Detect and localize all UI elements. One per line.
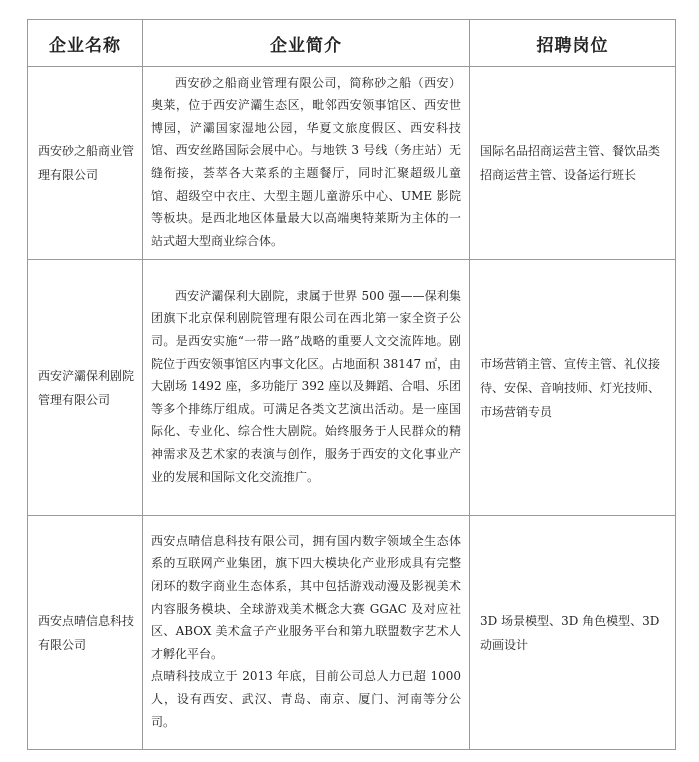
company-name-cell: 西安砂之船商业管理有限公司 bbox=[28, 67, 143, 260]
table-row bbox=[28, 67, 676, 260]
header-company-name: 企业名称 bbox=[28, 20, 143, 67]
positions-cell: 市场营销主管、宣传主管、礼仪接待、安保、音响技师、灯光技师、市场营销专员 bbox=[470, 260, 676, 516]
table-header-row bbox=[28, 20, 676, 67]
intro-paragraph: 点晴科技成立于 2013 年底，目前公司总人力已超 1000 人，设有西安、武汉、青岛、南京、厦门、河南等分公司。 bbox=[151, 669, 461, 729]
company-intro-cell bbox=[143, 516, 470, 750]
header-company-intro: 企业简介 bbox=[143, 20, 470, 67]
company-name-cell: 西安浐灞保利剧院管理有限公司 bbox=[28, 260, 143, 516]
positions-cell: 国际名品招商运营主管、餐饮品类招商运营主管、设备运行班长 bbox=[470, 67, 676, 260]
company-name-cell: 西安点晴信息科技有限公司 bbox=[28, 516, 143, 750]
company-intro-cell bbox=[143, 260, 470, 516]
company-intro-cell bbox=[143, 67, 470, 260]
header-positions: 招聘岗位 bbox=[470, 20, 676, 67]
table-row bbox=[28, 260, 676, 516]
intro-paragraph: 西安点晴信息科技有限公司，拥有国内数字领域全生态体系的互联网产业集团，旗下四大模块化产业形成具有完整闭环的数字商业生态体系，其中包括游戏动漫及影视美术内容服务模块、全球游戏美术概念大赛 GGAC 及对应社区、ABOX 美术盒子产业服务平台和第九联盟数字艺术人才孵化平台。 bbox=[151, 533, 461, 661]
intro-paragraph: 西安砂之船商业管理有限公司，简称砂之船（西安）奥莱，位于西安浐灞生态区，毗邻西安领事馆区、西安世博园，浐灞国家湿地公园，华夏文旅度假区、西安科技馆、西安丝路国际会展中心。与地铁 3 号线（务庄站）无缝衔接，荟萃各大菜系的主题餐厅，同时汇聚超级儿童馆、超级空中衣庄、大型主题儿童游乐中心、UME 影院等板块。是西北地区体量最大以高端奥特莱斯为主体的一站式超大型商业综合体。 bbox=[151, 75, 461, 248]
intro-paragraph: 西安浐灞保利大剧院，隶属于世界 500 强——保利集团旗下北京保利剧院管理有限公司在西北第一家全资子公司。是西安实施“一带一路”战略的重要人文交流阵地。剧院位于西安领事馆区内事文化区。占地面积 38147 ㎡，由大剧场 1492 座，多功能厅 392 座以及舞蹈、合唱、乐团等多个排练厅组成。可满足各类文艺演出活动。是一座国际化、专业化、综合性大剧院。始终服务于人民群众的精神需求及艺术家的表演与创作，服务于西安的文化事业产业的发展和国际文化交流推广。 bbox=[151, 288, 461, 484]
positions-cell: 3D 场景模型、3D 角色模型、3D 动画设计 bbox=[470, 516, 676, 750]
table-row bbox=[28, 516, 676, 750]
recruitment-table bbox=[27, 19, 676, 750]
